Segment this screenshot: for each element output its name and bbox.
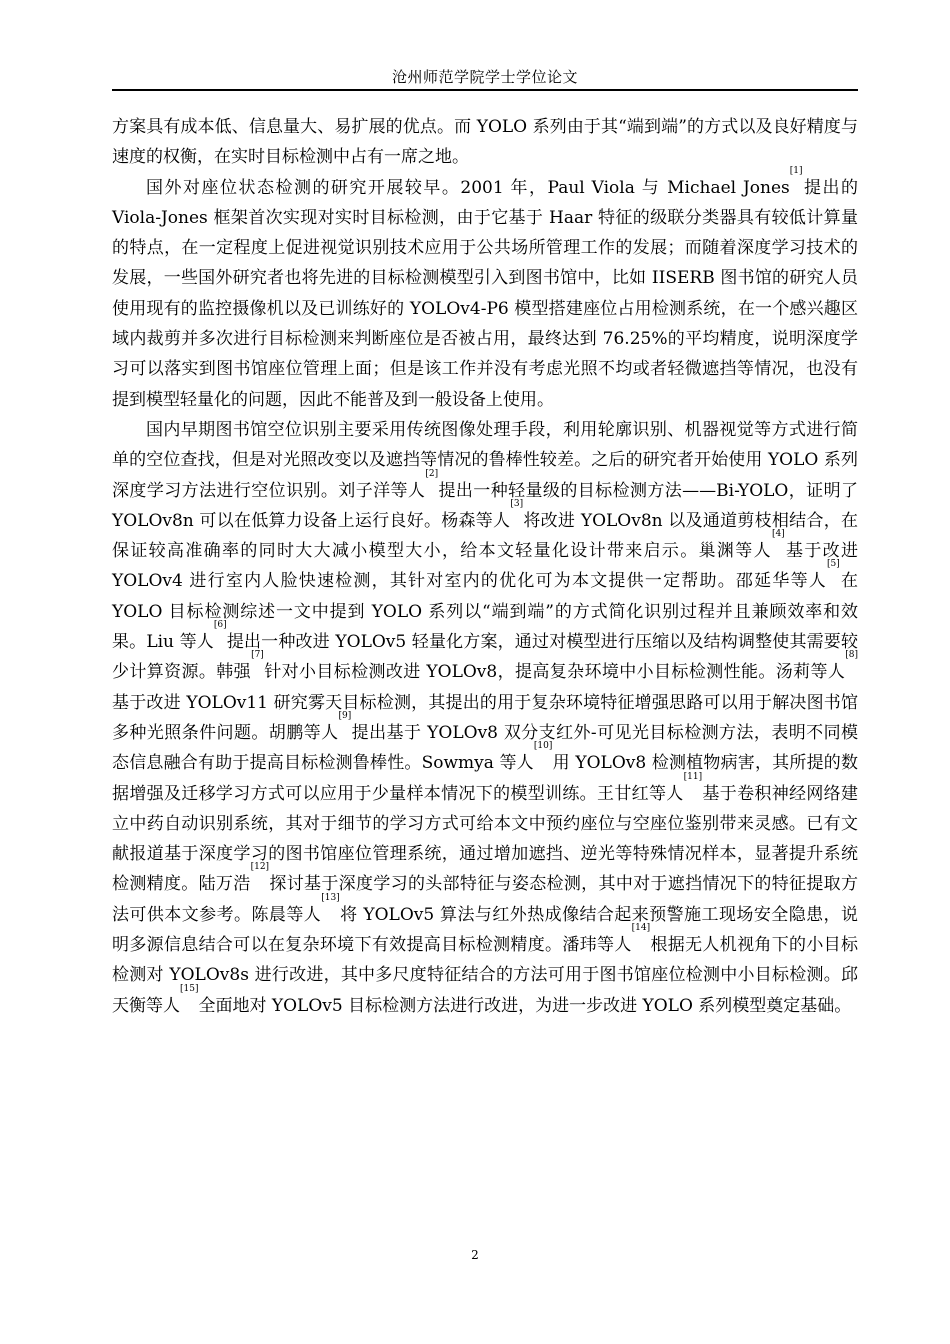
header-rule	[112, 89, 858, 91]
text-run: 基于改进 YOLOv11 研究雾天目标检测，其提出的用于复杂环境特征增强思路可以用于解决图书馆多种光照条件问题。胡鹏等人	[112, 692, 858, 743]
citation-ref: [11]	[683, 771, 703, 782]
text-run: 提出一种改进 YOLOv5 轻量化方案，通过对模型进行压缩以及结构调整使其需要较少计算资源。韩强	[112, 632, 858, 683]
text-run: 将 YOLOv5 算法与红外热成像结合起来预警施工现场安全隐患，说明多源信息结合可以在复杂环境下有效提高目标检测精度。潘玮等人	[112, 904, 858, 956]
text-run: 提出基于 YOLOv8 双分支红外-可见光目标检测方法，表明不同模态信息融合有助于提高目标检测鲁棒性。Sowmya 等人	[112, 722, 859, 774]
text-run: 根据无人机视角下的小目标检测对 YOLOv8s 进行改进，其中多尺度特征结合的方法可用于图书馆座位检测中小目标检测。邱天衡等人	[112, 935, 859, 1016]
text-run: 将改进 YOLOv8n 以及通道剪枝相结合，在保证较高准确率的同时大大减小模型大小，给本文轻量化设计带来启示。巢渊等人	[112, 510, 858, 562]
citation-ref: [1]	[789, 165, 803, 176]
citation-ref: [10]	[533, 741, 553, 752]
running-header: 沧州师范学院学士学位论文	[391, 68, 578, 86]
text-run: 基于改进 YOLOv4 进行室内人脸快速检测，其针对室内的优化可为本文提供一定帮助。邵延华等人	[112, 541, 859, 592]
text-run: 国外对座位状态检测的研究开展较早。2001 年，Paul Viola 与 Michael Jones	[146, 177, 790, 198]
citation-ref: [12]	[250, 862, 270, 873]
text-run: 提出一种轻量级的目标检测方法——Bi-YOLO，证明了 YOLOv8n 可以在低算力设备上运行良好。杨森等人	[112, 480, 858, 531]
citation-ref: [9]	[338, 710, 352, 721]
paragraph-continuation	[112, 112, 858, 173]
text-run: 全面地对 YOLOv5 目标检测方法进行改进，为进一步改进 YOLO 系列模型奠定基础。	[198, 995, 852, 1016]
text-run: 国内早期图书馆空位识别主要采用传统图像处理手段，利用轮廓识别、机器视觉等方式进行简单的空位查找，但是对光照改变以及遮挡等情况的鲁棒性较差。之后的研究者开始使用 YOLO 系列深度学习方法进行空位识别。刘子洋等人	[112, 419, 858, 501]
citation-ref: [5]	[827, 559, 840, 570]
citation-ref: [3]	[510, 498, 524, 509]
citation-ref: [7]	[251, 650, 264, 661]
text-run: 基于卷积神经网络建立中药自动识别系统，其对于细节的学习方式可给本文中预约座位与空座位鉴别带来灵感。已有文献报道基于深度学习的图书馆座位管理系统，通过增加遮挡、逆光等特殊情况样本，显著提升系统检测精度。陆万浩	[112, 783, 859, 895]
citation-ref: [6]	[213, 620, 227, 631]
page-number: 2	[471, 1248, 479, 1262]
citation-ref: [14]	[631, 923, 651, 934]
paragraph-foreign-research	[112, 165, 858, 415]
citation-ref: [13]	[321, 892, 340, 903]
text-run: 针对小目标检测改进 YOLOv8，提高复杂环境中小目标检测性能。汤莉等人	[263, 662, 846, 683]
body-text	[112, 112, 858, 1021]
citation-ref: [15]	[180, 983, 199, 994]
text-run: 方案具有成本低、信息量大、易扩展的优点。而 YOLO 系列由于其“端到端”的方式以及良好精度与速度的权衡，在实时目标检测中占有一席之地。	[112, 117, 858, 168]
text-run: 提出的 Viola-Jones 框架首次实现对实时目标检测，由于它基于 Haar 特征的级联分类器具有较低计算量的特点，在一定程度上促进视觉识别技术应用于公共场所管理工作的发展；而随着深度学习技术的发展，一些国外研究者也将先进的目标检测模型引入到图书馆中，比如 IISERB 图书馆的研究人员使用现有的监控摄像机以及已训练好的 YOLOv4-P6 模型搭建座位占用检测系统，在一个感兴趣区域内裁剪并多次进行目标检测来判断座位是否被占用，最终达到 76.25%的平均精度，说明深度学习可以落实到图书馆座位管理上面；但是该工作并没有考虑光照不均或者轻微遮挡等情况，也没有提到模型轻量化的问题，因此不能普及到一般设备上使用。	[112, 177, 858, 410]
citation-ref: [2]	[425, 468, 439, 479]
text-run: 在 YOLO 目标检测综述一文中提到 YOLO 系列以“端到端”的方式简化识别过程并且兼顾效率和效果。Liu 等人	[112, 571, 858, 653]
text-run: 探讨基于深度学习的头部特征与姿态检测，其中对于遮挡情况下的特征提取方法可供本文参考。陈晨等人	[112, 874, 859, 925]
citation-ref: [4]	[771, 529, 785, 540]
citation-ref: [8]	[845, 650, 858, 661]
text-run: 用 YOLOv8 检测植物病害，其所提的数据增强及迁移学习方式可以应用于少量样本情况下的模型训练。王甘红等人	[112, 753, 858, 804]
paragraph-domestic-research	[112, 415, 858, 1021]
